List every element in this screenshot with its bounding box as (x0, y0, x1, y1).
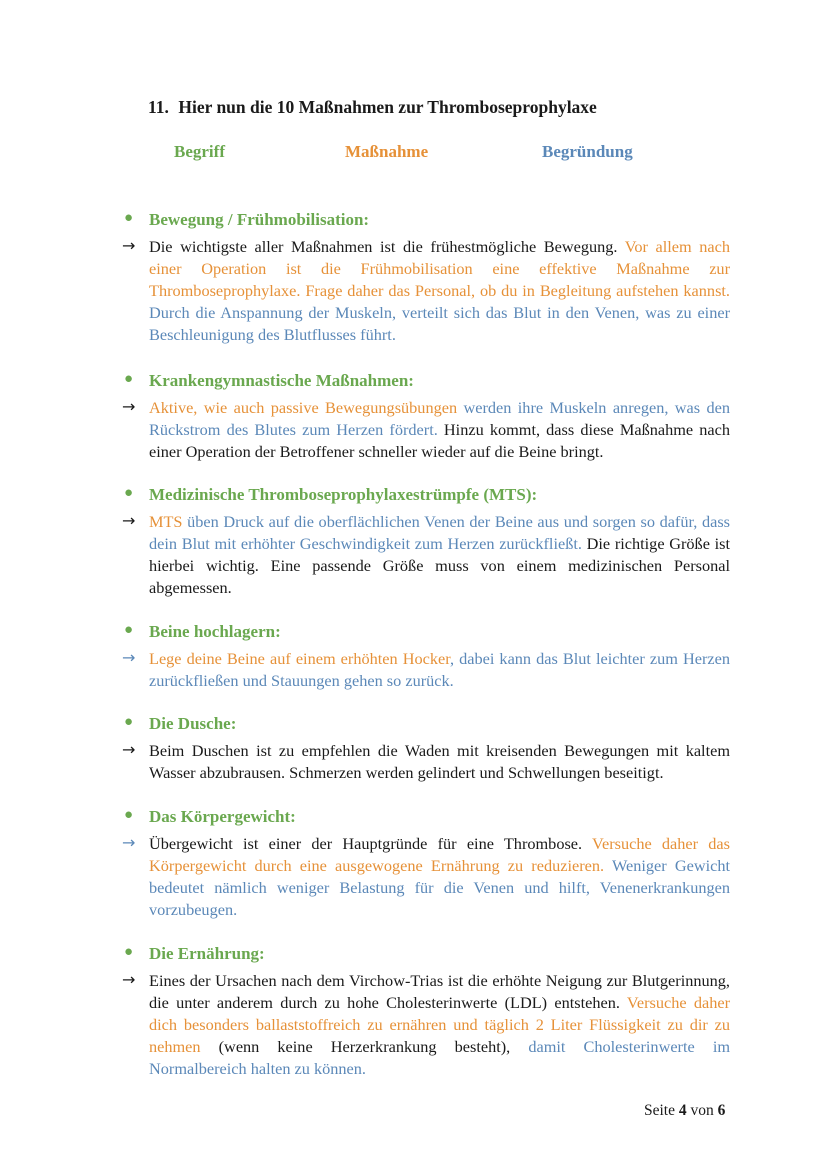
arrow-right-icon: → (122, 833, 136, 852)
text-segment: Die richtige Größe ist hierbei wichtig. Eine passende Größe muss von einem medizinischen Personal abgemessen. (149, 534, 730, 597)
text-segment: Durch die Anspannung der Muskeln, verteilt sich das Blut in den Venen, was zu einer Beschleunigung des Blutflusses führt. (149, 303, 730, 344)
measure-text (149, 648, 730, 692)
heading-text: Hier nun die 10 Maßnahmen zur Thromboseprophylaxe (178, 97, 597, 117)
legend-reason: Begründung (542, 142, 633, 161)
arrow-right-icon: → (122, 397, 136, 416)
measure-text (149, 970, 730, 1080)
bullet-icon: ● (124, 944, 134, 960)
measure-text (149, 833, 730, 921)
measure-text (149, 397, 730, 463)
measure-section (120, 485, 730, 599)
measure-title: Die Ernährung: (149, 944, 265, 963)
bullet-icon: ● (124, 485, 134, 501)
measure-title: Bewegung / Frühmobilisation: (149, 210, 370, 229)
text-segment: Hinzu kommt, dass diese Maßnahme nach einer Operation der Betroffener schneller wieder auf die Beine bringt. (149, 420, 731, 461)
legend-term: Begriff (174, 142, 225, 161)
arrow-right-icon: → (122, 236, 136, 255)
arrow-right-icon: → (122, 511, 136, 530)
measure-section (120, 210, 730, 346)
bullet-icon: ● (124, 714, 134, 730)
measure-section (120, 714, 730, 784)
measure-text (149, 740, 730, 784)
measure-title: Krankengymnastische Maßnahmen: (149, 371, 414, 390)
text-segment: Lege deine Beine auf einem erhöhten Hocker (149, 649, 450, 668)
measure-title: Die Dusche: (149, 714, 237, 733)
text-segment: Versuche daher das Körpergewicht durch eine ausgewogene Ernährung zu reduzieren. (149, 834, 730, 875)
bullet-icon: ● (124, 371, 134, 387)
text-segment: Aktive, wie auch passive Bewegungsübungen (149, 398, 464, 417)
measure-title: Das Körpergewicht: (149, 807, 296, 826)
measure-title: Medizinische Thromboseprophylaxestrümpfe (MTS): (149, 485, 538, 504)
text-segment: Eines der Ursachen nach dem Virchow-Trias ist die erhöhte Neigung zur Blutgerinnung, die unter anderem durch zu hohe Cholesterinwerte (LDL) entstehen. (149, 971, 730, 1012)
text-segment: (wenn keine Herzerkrankung besteht), (218, 1037, 529, 1056)
text-segment: damit Cholesterinwerte im Normalbereich halten zu können. (149, 1037, 731, 1078)
section-heading (148, 97, 597, 118)
bullet-icon: ● (124, 210, 134, 226)
heading-number: 11. (148, 97, 169, 117)
text-segment: , dabei kann das Blut leichter zum Herzen zurückfließen und Stauungen gehen so zurück. (149, 649, 730, 690)
text-segment: Übergewicht ist einer der Hauptgründe für eine Thrombose. (149, 834, 593, 853)
measure-section (120, 371, 730, 463)
bullet-icon: ● (124, 807, 134, 823)
text-segment: üben Druck auf die oberflächlichen Venen der Beine aus und sorgen so dafür, dass dein Blut mit erhöhter Geschwindigkeit zum Herzen zurückfließt. (149, 512, 730, 553)
text-segment: Weniger Gewicht bedeutet nämlich weniger Belastung für die Venen und hilft, Venenerkrankungen vorzubeugen. (149, 856, 730, 919)
footer-prefix: Seite (644, 1102, 675, 1119)
footer-page-number: 4 (678, 1102, 687, 1119)
footer-total-pages: 6 (717, 1102, 726, 1119)
legend-measure: Maßnahme (345, 142, 429, 161)
text-segment: werden ihre Muskeln anregen, was den Rückstrom des Blutes zum Herzen fördert. (149, 398, 730, 439)
arrow-right-icon: → (122, 970, 136, 989)
measure-text (149, 511, 730, 599)
measure-section (120, 622, 730, 692)
text-segment: MTS (149, 512, 188, 531)
footer-middle: von (690, 1102, 714, 1119)
measure-title: Beine hochlagern: (149, 622, 281, 641)
page-footer (644, 1102, 725, 1120)
bullet-icon: ● (124, 622, 134, 638)
text-segment: Versuche daher dich besonders ballaststoffreich zu ernähren und täglich 2 Liter Flüssigkeit zu dir zu nehmen (149, 993, 731, 1056)
arrow-right-icon: → (122, 740, 136, 759)
measure-text (149, 236, 730, 346)
measure-section (120, 944, 730, 1080)
text-segment: Vor allem nach einer Operation ist die Frühmobilisation eine effektive Maßnahme zur Thromboseprophylaxe. Frage daher das Personal, ob du in Begleitung aufstehen kannst. (149, 237, 730, 300)
arrow-right-icon: → (122, 648, 136, 667)
text-segment: Die wichtigste aller Maßnahmen ist die frühestmögliche Bewegung. (149, 237, 625, 256)
measure-section (120, 807, 730, 921)
text-segment: Beim Duschen ist zu empfehlen die Waden mit kreisenden Bewegungen mit kaltem Wasser abzubrausen. Schmerzen werden gelindert und Schwellungen beseitigt. (149, 741, 730, 782)
